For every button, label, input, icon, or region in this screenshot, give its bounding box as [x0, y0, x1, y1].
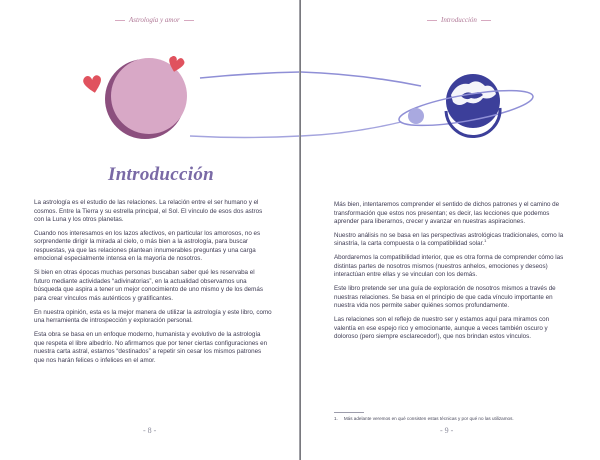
paragraph-with-note	[334, 232, 570, 249]
footnote-number: 1.	[334, 416, 338, 421]
heart-icon	[82, 73, 103, 94]
orbit-line	[190, 136, 300, 138]
page-number-right: - 9 -	[440, 426, 454, 435]
footnote-text: Más adelante veremos en qué consisten estas técnicas y por qué no las utilizamos.	[343, 416, 514, 421]
right-page	[301, 0, 600, 460]
paragraph: Abordaremos la compatibilidad interior, que es otra forma de comprender cómo las distintas partes de nosotros mismos (nuestros anhelos, emociones y deseos) interactúan entre ellas y se vinculan con los demás.	[334, 254, 564, 279]
paragraph: Esta obra se basa en un enfoque moderno, humanista y evolutivo de la astrología que respeta el libre albedrío. No afirmamos que por tener ciertas configuraciones en nuestra carta astral, estamos “destinados” a repetir sin cesar los mismos patrones que nos harán felices o infelices en el amor.	[34, 331, 268, 364]
orbit-line	[200, 72, 300, 78]
footnote-ref[interactable]: 1	[484, 238, 487, 244]
paragraph: Más bien, intentaremos comprender el sentido de dichos patrones y el camino de transformación que estos nos presentan; es decir, las lecciones que podemos aprender para liberarnos, crecer y avanzar en nuestras aspiraciones.	[334, 201, 560, 225]
paragraph-text: Nuestro análisis no se basa en las perspectivas astrológicas tradicionales, como la sinastría, la carta compuesta o la compatibilidad solar.	[334, 231, 564, 248]
footnote	[334, 416, 574, 421]
paragraph: Las relaciones son el reflejo de nuestro ser y estamos aquí para miramos con valentía en ese espejo rico y emocionante, aunque a veces también oscuro y doloroso (pero siempre esclarecedor!), que nos brindan estos vínculos.	[334, 316, 550, 341]
paragraph: Cuando nos interesamos en los lazos afectivos, en particular los amorosos, no es sorprendente dirigir la mirada al cielo, o más bien a la astrología, para buscar respuestas, ya que las relaciones plantean innumerables preguntas y una carga emocional especialmente intensa en la mayoría de nosotros.	[34, 229, 261, 263]
chapter-title: Introducción	[108, 164, 215, 185]
paragraph: Este libro pretende ser una guía de exploración de nosotros mismos a través de nuestras relaciones. Se basa en el principio de que cada vínculo importante en nuestra vida nos permite saber quiénes somos profundamente.	[334, 285, 556, 310]
moon	[408, 108, 424, 124]
pink-planet-illustration	[0, 0, 300, 160]
paragraph: En nuestra opinión, esta es la mejor manera de utilizar la astrología y este libro, como una herramienta de introspección y exploración personal.	[34, 308, 272, 325]
orbit-line	[301, 122, 401, 136]
blue-planet-illustration	[301, 0, 600, 160]
right-body-text	[334, 201, 570, 347]
paragraph: La astrología es el estudio de las relaciones. La relación entre el ser humano y el cosmos. Entre la Tierra y su estrella principal, el Sol. El vínculo de esos dos astros con la Luna y los otros planetas.	[34, 199, 263, 223]
page-number-left: - 8 -	[143, 426, 157, 435]
orbit-line	[301, 72, 421, 86]
footnote-rule	[334, 412, 364, 413]
running-head-text: Introducción	[441, 16, 477, 24]
left-body-text	[34, 199, 272, 370]
paragraph: Si bien en otras épocas muchas personas buscaban saber qué les reservaba el futuro mediante actividades “adivinatorias”, en la actualidad observamos una búsqueda que aspira a tener un mejor conocimiento de uno mismo y de los demás para crear vínculos más auténticos y gratificantes.	[34, 269, 263, 302]
running-head-text: Astrología y amor	[129, 16, 180, 24]
